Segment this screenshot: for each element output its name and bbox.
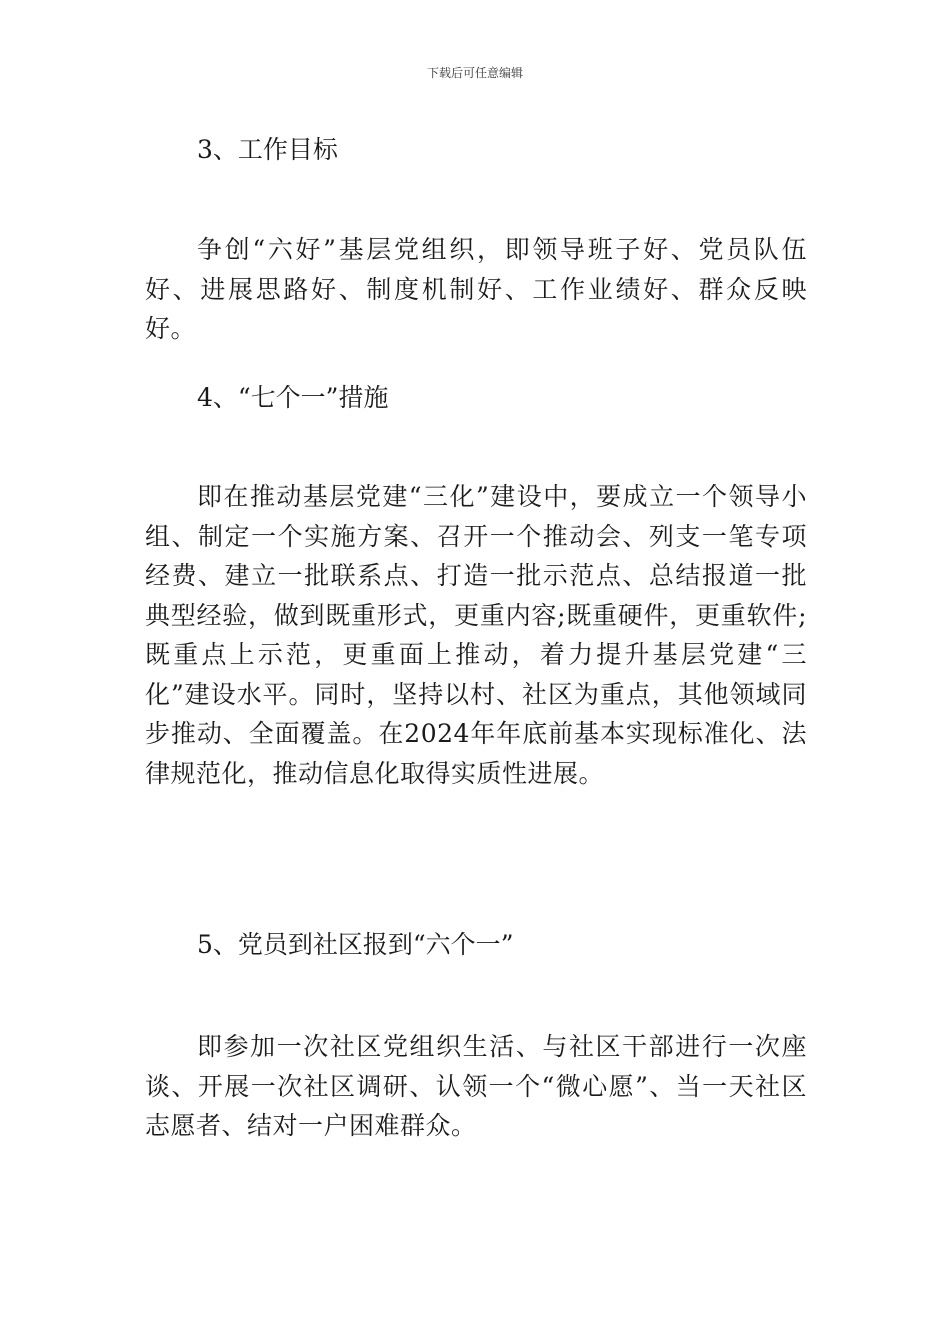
section-heading-5: 5、党员到社区报到“六个一”: [197, 930, 514, 959]
section-body-3: 争创“六好”基层党组织，即领导班子好、党员队伍好、进展思路好、制度机制好、工作业绩好、群众反映好。: [145, 235, 807, 343]
section-heading-4: 4、“七个一”措施: [197, 383, 389, 412]
section-heading-3: 3、工作目标: [197, 135, 338, 164]
page-header-note: 下载后可任意编辑: [426, 66, 523, 80]
section-body-5: 即参加一次社区党组织生活、与社区干部进行一次座谈、开展一次社区调研、认领一个“微心愿”、当一天社区志愿者、结对一户困难群众。: [145, 1032, 807, 1140]
section-body-4: 即在推动基层党建“三化”建设中，要成立一个领导小组、制定一个实施方案、召开一个推动会、列支一笔专项经费、建立一批联系点、打造一批示范点、总结报道一批典型经验，做到既重形式，更重内容;既重硬件，更重软件;既重点上示范，更重面上推动，着力提升基层党建“三化”建设水平。同时，坚持以村、社区为重点，其他领域同步推动、全面覆盖。在2024年年底前基本实现标准化、法律规范化，推动信息化取得实质性进展。: [145, 482, 807, 788]
